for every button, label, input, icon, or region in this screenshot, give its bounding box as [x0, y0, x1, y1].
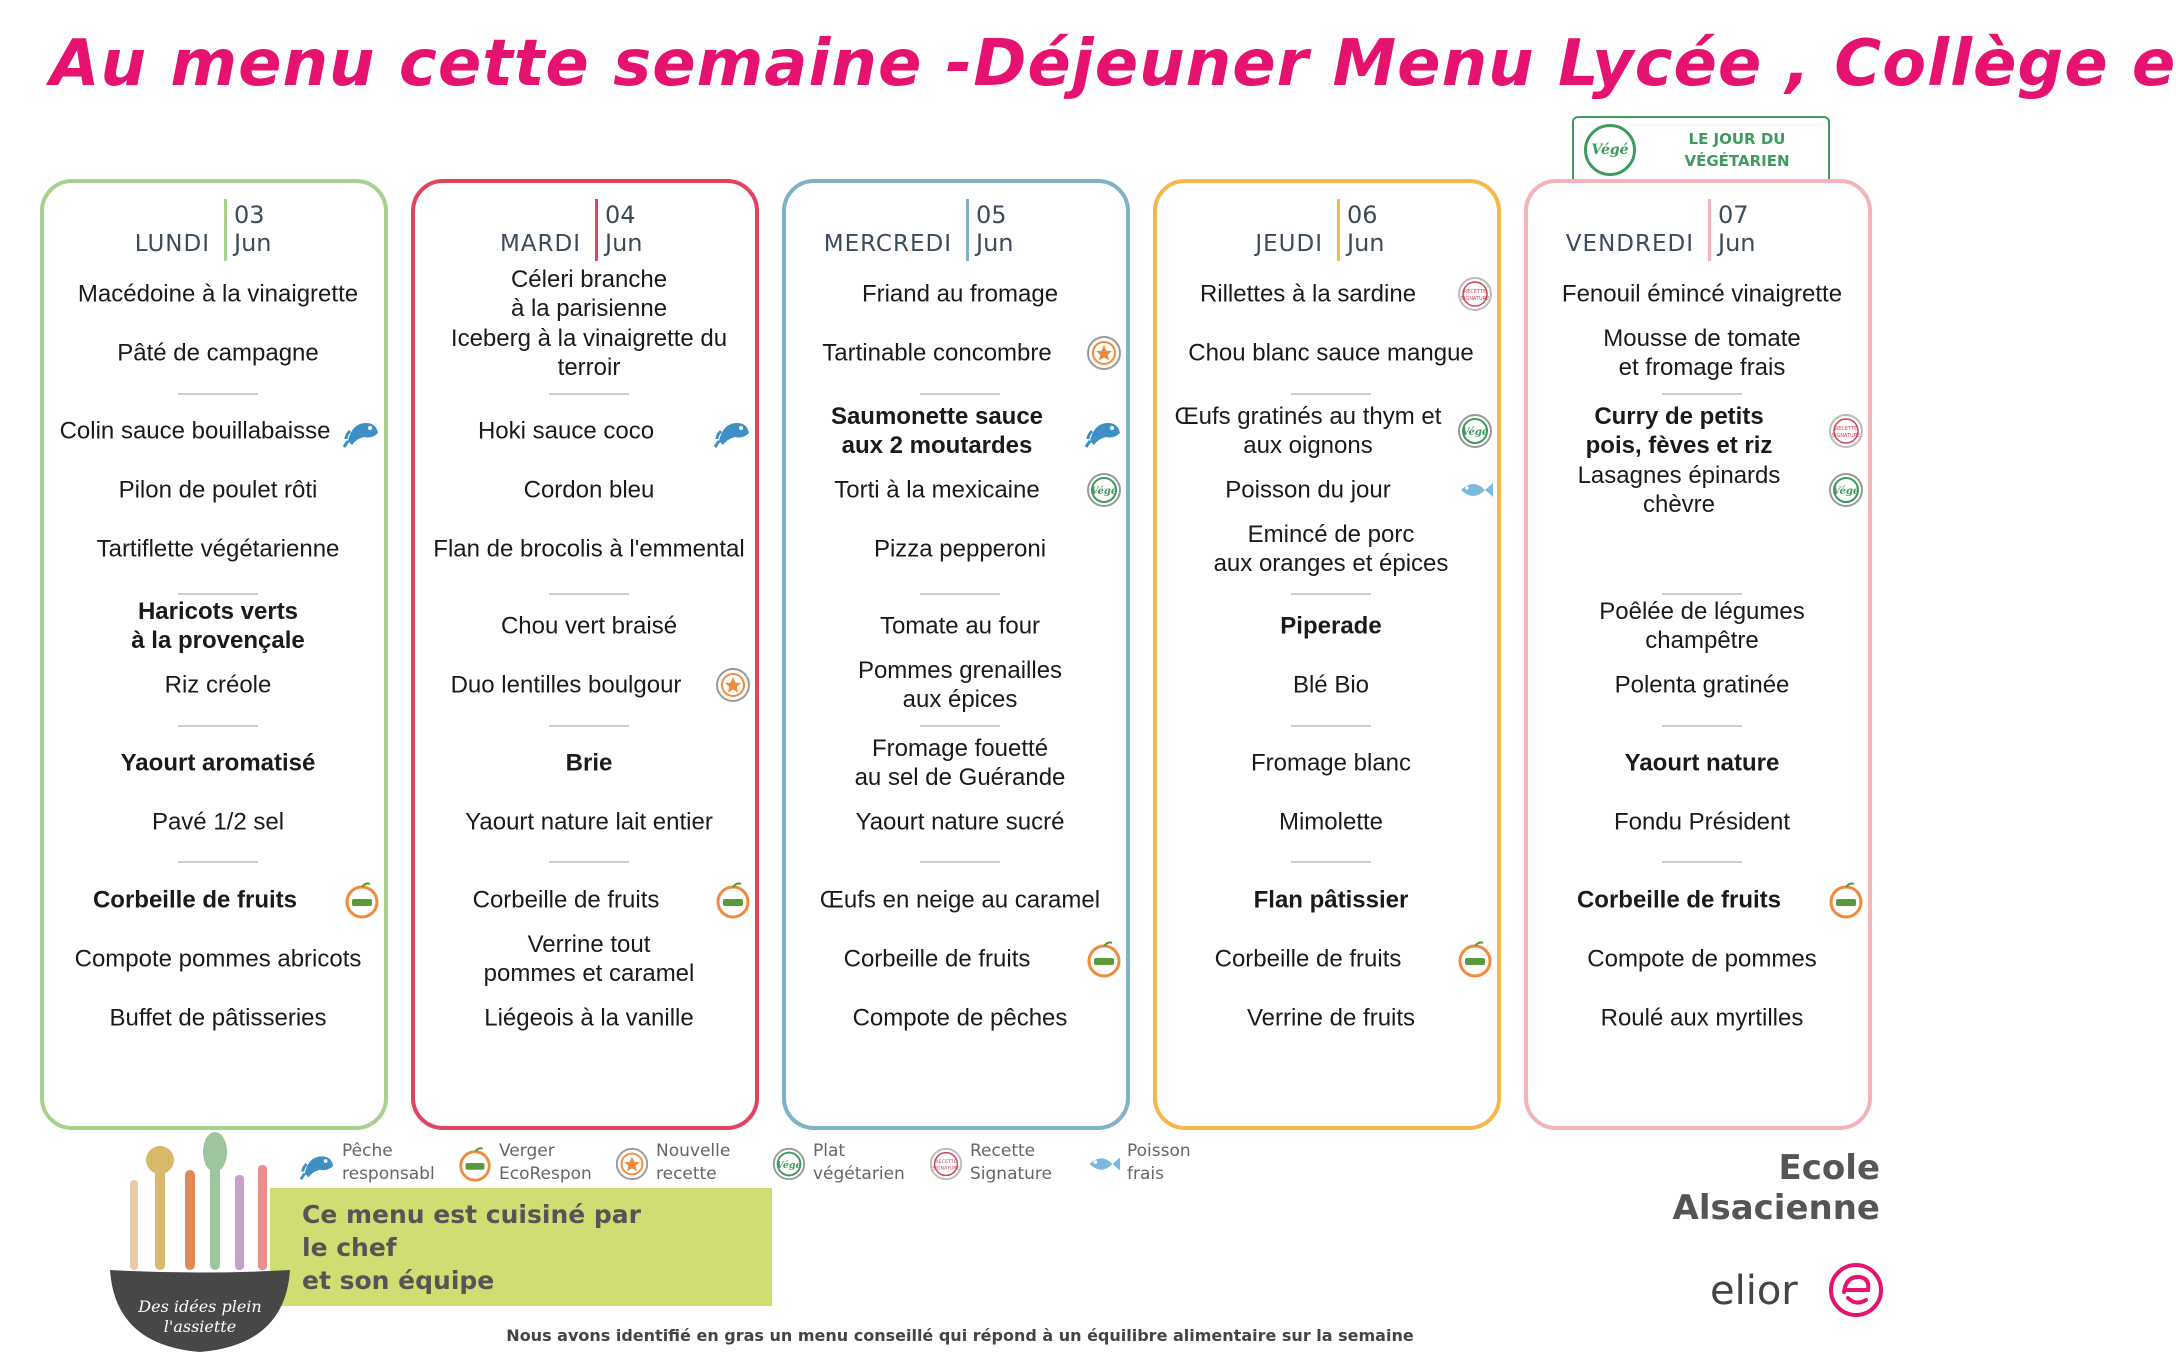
menu-item: Verrine tout pommes et caramel: [483, 931, 695, 987]
day-number: 04: [605, 201, 636, 229]
peche-responsable-icon: [713, 411, 753, 451]
peche-responsable-icon-wrap: [1084, 411, 1124, 451]
menu-item: Brie: [565, 749, 613, 777]
day-number: 03: [234, 201, 265, 229]
menu-item: Pizza pepperoni: [873, 535, 1047, 563]
nouvelle-recette-icon: [1084, 333, 1124, 373]
section-divider: [1291, 725, 1371, 727]
vege-seal-icon: Végé: [1584, 124, 1636, 176]
day-header: [786, 199, 1126, 261]
verger-ecorespon-icon-wrap: [455, 1144, 495, 1184]
footnote: Nous avons identifié en gras un menu conseillé qui répond à un équilibre alimentaire sur la semaine: [506, 1326, 1414, 1345]
menu-item: Torti à la mexicaine: [834, 476, 1040, 504]
day-separator: [595, 199, 598, 261]
verger-ecorespon-icon-wrap: [1084, 939, 1124, 979]
day-name: MARDI: [499, 231, 581, 257]
section-divider: [549, 593, 629, 595]
page-title: Au menu cette semaine -Déjeuner Menu Lycée , Collège e: [50, 27, 2176, 101]
verger-ecorespon-icon: [713, 880, 753, 920]
legend-label: Recette Signature: [970, 1141, 1053, 1184]
day-separator: [1337, 199, 1340, 261]
section-divider: [549, 861, 629, 863]
svg-text:SIGNATURE: SIGNATURE: [1831, 433, 1861, 439]
menu-item: Fenouil émincé vinaigrette: [1561, 280, 1843, 308]
menu-item: Corbeille de fruits: [472, 886, 660, 914]
plat-vegetarien-icon-wrap: [769, 1144, 809, 1184]
menu-item: Œufs en neige au caramel: [819, 886, 1101, 914]
section-divider: [549, 393, 629, 395]
verger-ecorespon-icon: [1455, 939, 1495, 979]
chef-banner-text: Ce menu est cuisiné par le chef et son équipe: [302, 1200, 641, 1295]
menu-item: Pilon de poulet rôti: [118, 476, 318, 504]
section-divider: [1291, 393, 1371, 395]
menu-item: Chou vert braisé: [500, 612, 678, 640]
elior-logo: [1710, 1262, 1890, 1322]
menu-item: Chou blanc sauce mangue: [1188, 339, 1474, 367]
peche-responsable-icon: [299, 1145, 337, 1183]
menu-item: Rillettes à la sardine: [1199, 280, 1417, 308]
menu-item: Polenta gratinée: [1614, 671, 1790, 699]
chef-banner: [270, 1188, 772, 1306]
menu-item: Pavé 1/2 sel: [151, 808, 285, 836]
nouvelle-recette-icon: [713, 665, 753, 705]
menu-item: Colin sauce bouillabaisse: [59, 417, 331, 445]
peche-responsable-icon-wrap: [713, 411, 753, 451]
day-name: MERCREDI: [823, 231, 952, 257]
day-card-jeudi: [1153, 179, 1501, 1130]
day-header: [1528, 199, 1868, 261]
day-card-vendredi: [1524, 179, 1872, 1130]
menu-item: Emincé de porc aux oranges et épices: [1213, 521, 1449, 577]
nouvelle-recette-icon: [613, 1145, 651, 1183]
menu-item: Liégeois à la vanille: [484, 1004, 694, 1032]
peche-responsable-icon: [1084, 411, 1124, 451]
plat-vegetarien-icon: [770, 1145, 808, 1183]
menu-item: Flan de brocolis à l'emmental: [433, 535, 745, 563]
plat-vegetarien-icon: [1084, 470, 1124, 510]
menu-item: Tomate au four: [879, 612, 1041, 640]
section-divider: [920, 725, 1000, 727]
brand-name: elior: [1710, 1268, 1798, 1314]
menu-item: Roulé aux myrtilles: [1600, 1004, 1804, 1032]
menu-item: Compote pommes abricots: [74, 945, 362, 973]
menu-item: Tartinable concombre: [822, 339, 1052, 367]
day-header: [44, 199, 384, 261]
svg-text:SIGNATURE: SIGNATURE: [932, 1166, 960, 1172]
section-divider: [1662, 725, 1742, 727]
plat-vegetarien-icon-wrap: [1826, 470, 1866, 510]
menu-item: Duo lentilles boulgour: [450, 671, 682, 699]
menu-item: Fromage blanc: [1250, 749, 1412, 777]
verger-ecorespon-icon-wrap: [1826, 880, 1866, 920]
menu-item: Mousse de tomate et fromage frais: [1603, 325, 1801, 381]
day-header: [1157, 199, 1497, 261]
menu-item: Compote de pommes: [1587, 945, 1817, 973]
legend-label: Nouvelle recette: [656, 1141, 731, 1184]
svg-text:Végé: Végé: [776, 1159, 802, 1171]
section-divider: [178, 725, 258, 727]
legend-label: Pêche responsabl: [342, 1141, 435, 1184]
menu-item: Corbeille de fruits: [1214, 945, 1402, 973]
section-divider: [920, 393, 1000, 395]
day-month: Jun: [1718, 229, 1756, 257]
menu-item: Macédoine à la vinaigrette: [77, 280, 359, 308]
menu-item: Hoki sauce coco: [477, 417, 655, 445]
menu-item: Œufs gratinés au thym et aux oignons: [1174, 403, 1442, 459]
legend-label: Poisson frais: [1127, 1141, 1191, 1184]
day-name: VENDREDI: [1565, 231, 1694, 257]
menu-item: Pâté de campagne: [117, 339, 319, 367]
utensils-icon: [130, 1132, 267, 1270]
menu-item: Lasagnes épinards chèvre: [1577, 462, 1781, 518]
peche-responsable-icon: [342, 411, 382, 451]
legend-label: Verger EcoRespon: [499, 1141, 592, 1184]
menu-item: Pommes grenailles aux épices: [857, 657, 1063, 713]
verger-ecorespon-icon-wrap: [713, 880, 753, 920]
recette-signature-icon-wrap: [1826, 411, 1866, 451]
menu-item: Friand au fromage: [861, 280, 1059, 308]
menu-item: Poêlée de légumes champêtre: [1599, 598, 1805, 654]
verger-ecorespon-icon: [456, 1145, 494, 1183]
menu-item: Compote de pêches: [852, 1004, 1068, 1032]
day-name: LUNDI: [134, 231, 210, 257]
elior-e-icon: [1828, 1262, 1884, 1318]
nouvelle-recette-icon-wrap: [1084, 333, 1124, 373]
svg-text:Végé: Végé: [1461, 427, 1489, 438]
day-header: [415, 199, 755, 261]
menu-item: Mimolette: [1278, 808, 1384, 836]
poisson-frais-icon: [1084, 1145, 1122, 1183]
vege-badge-text: [1652, 128, 1822, 172]
legend-label: Plat végétarien: [813, 1141, 905, 1184]
menu-item: Corbeille de fruits: [843, 945, 1031, 973]
plat-vegetarien-icon-wrap: [1455, 411, 1495, 451]
menu-item: Fondu Président: [1613, 808, 1791, 836]
plat-vegetarien-icon: [1826, 470, 1866, 510]
plat-vegetarien-icon: [1455, 411, 1495, 451]
menu-item: Iceberg à la vinaigrette du terroir: [450, 325, 728, 381]
menu-item: Yaourt nature sucré: [855, 808, 1065, 836]
menu-item: Yaourt nature: [1624, 749, 1780, 777]
day-name: JEUDI: [1255, 231, 1323, 257]
recette-signature-icon: [1826, 411, 1866, 451]
menu-item: Cordon bleu: [523, 476, 655, 504]
menu-item: Yaourt aromatisé: [120, 749, 316, 777]
poisson-frais-icon-wrap: [1455, 470, 1495, 510]
menu-item: Fromage fouetté au sel de Guérande: [854, 735, 1066, 791]
day-card-lundi: [40, 179, 388, 1130]
verger-ecorespon-icon: [1084, 939, 1124, 979]
svg-text:SIGNATURE: SIGNATURE: [1460, 296, 1490, 302]
recette-signature-icon-wrap: [926, 1144, 966, 1184]
verger-ecorespon-icon-wrap: [342, 880, 382, 920]
day-month: Jun: [1347, 229, 1385, 257]
poisson-frais-icon-wrap: [1083, 1144, 1123, 1184]
verger-ecorespon-icon-wrap: [1455, 939, 1495, 979]
plat-vegetarien-icon-wrap: [1084, 470, 1124, 510]
menu-item: Saumonette sauce aux 2 moutardes: [830, 403, 1044, 459]
menu-item: Blé Bio: [1292, 671, 1370, 699]
svg-text:RECETTE: RECETTE: [935, 1160, 957, 1166]
day-separator: [1708, 199, 1711, 261]
day-number: 07: [1718, 201, 1749, 229]
menu-item: Yaourt nature lait entier: [465, 808, 713, 836]
section-divider: [178, 861, 258, 863]
day-month: Jun: [234, 229, 272, 257]
section-divider: [920, 861, 1000, 863]
nouvelle-recette-icon-wrap: [612, 1144, 652, 1184]
bowl-logo-text: Des idées plein: [138, 1297, 262, 1316]
section-divider: [549, 725, 629, 727]
school-name: Ecole Alsacienne: [1672, 1148, 1880, 1228]
svg-text:RECETTE: RECETTE: [1463, 289, 1487, 295]
day-number: 05: [976, 201, 1007, 229]
verger-ecorespon-icon: [1826, 880, 1866, 920]
menu-item: Buffet de pâtisseries: [109, 1004, 327, 1032]
vege-badge-line1: LE JOUR DU: [1688, 130, 1786, 148]
peche-responsable-icon-wrap: [298, 1144, 338, 1184]
recette-signature-icon: [1455, 274, 1495, 314]
svg-text:Végé: Végé: [1090, 486, 1118, 497]
menu-item: Céleri branche à la parisienne: [510, 266, 668, 322]
recette-signature-icon-wrap: [1455, 274, 1495, 314]
menu-item: Curry de petits pois, fèves et riz: [1585, 403, 1773, 459]
recette-signature-icon: [927, 1145, 965, 1183]
nouvelle-recette-icon-wrap: [713, 665, 753, 705]
menu-item: Corbeille de fruits: [92, 886, 298, 914]
menu-item: Piperade: [1280, 612, 1382, 640]
bowl-logo-text-2: l'assiette: [163, 1317, 237, 1336]
section-divider: [1662, 861, 1742, 863]
section-divider: [920, 593, 1000, 595]
menu-item: Flan pâtissier: [1253, 886, 1409, 914]
section-divider: [1662, 593, 1742, 595]
menu-item: Corbeille de fruits: [1576, 886, 1782, 914]
day-card-mardi: [411, 179, 759, 1130]
day-month: Jun: [605, 229, 643, 257]
day-separator: [966, 199, 969, 261]
menu-item: Haricots verts à la provençale: [131, 598, 305, 654]
peche-responsable-icon-wrap: [342, 411, 382, 451]
svg-text:Végé: Végé: [1832, 486, 1860, 497]
section-divider: [1291, 861, 1371, 863]
vegetarian-day-badge: [1572, 116, 1830, 184]
menu-item: Riz créole: [164, 671, 272, 699]
section-divider: [178, 593, 258, 595]
day-card-mercredi: [782, 179, 1130, 1130]
day-number: 06: [1347, 201, 1378, 229]
section-divider: [178, 393, 258, 395]
vege-badge-line2: VÉGÉTARIEN: [1684, 152, 1790, 170]
menu-item: Tartiflette végétarienne: [96, 535, 340, 563]
menu-item: Poisson du jour: [1225, 476, 1391, 504]
svg-text:RECETTE: RECETTE: [1834, 426, 1858, 432]
menu-item: Verrine de fruits: [1246, 1004, 1416, 1032]
verger-ecorespon-icon: [342, 880, 382, 920]
section-divider: [1662, 393, 1742, 395]
day-separator: [224, 199, 227, 261]
day-month: Jun: [976, 229, 1014, 257]
poisson-frais-icon: [1455, 470, 1495, 510]
section-divider: [1291, 593, 1371, 595]
